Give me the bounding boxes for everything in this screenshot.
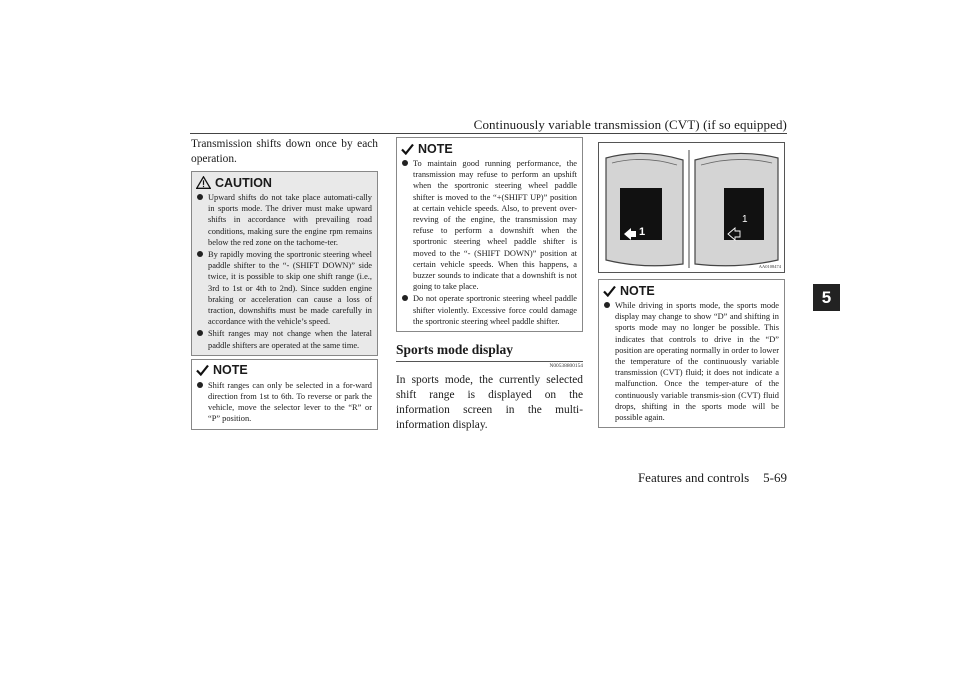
page-number: 5-69 <box>763 470 787 485</box>
note-item: Shift ranges can only be selected in a for-ward direction from 1st to 6th. To reverse or park the vehicle, move the selector lever to the “R” or “P” position. <box>197 380 372 425</box>
note-item: Do not operate sportronic steering wheel paddle shifter violently. Excessive force could damage the sportronic steering wheel paddle shifter. <box>402 293 577 327</box>
section-title: Sports mode display <box>396 342 583 362</box>
header-rule <box>190 133 787 134</box>
note-box <box>191 359 378 430</box>
section-body: In sports mode, the currently selected shift range is displayed on the information screen in the multi-information display. <box>396 374 583 432</box>
bullet-icon <box>402 160 408 166</box>
page-footer <box>638 470 787 486</box>
bullet-icon <box>197 251 203 257</box>
gear-digit-left: 1 <box>639 226 646 238</box>
note-item: To maintain good running performance, the transmission may refuse to perform an upshift when the sportronic steering wheel paddle shifter is moved to the “+(SHIFT UP)” position at certain vehicle speeds. Also, to prevent over-revving of the engine, the transmission may refuse to perform a downshift when the sportronic steering wheel paddle shifter is moved to the “- (SHIFT DOWN)” position at certain vehicle speeds. When this happens, a buzzer sounds to indicate that a downshift is not going to take place. <box>402 158 577 292</box>
caution-title: CAUTION <box>215 175 272 190</box>
instrument-cluster-illustration <box>598 142 785 273</box>
bullet-icon <box>604 302 610 308</box>
note-header <box>599 280 784 299</box>
intro-text: Transmission shifts down once by each operation. <box>191 138 378 165</box>
caution-item: By rapidly moving the sportronic steering wheel paddle shifter to the “- (SHIFT DOWN)” side twice, it is possible to skip one shift range (i.e., 3rd to 1st or 4th to 2nd). Since sudden engine braking or acceleration can cause a loss of traction, downshifts must be made carefully in accordance with the vehicle’s speed. <box>197 249 372 327</box>
column-1 <box>191 137 378 433</box>
bullet-icon <box>197 194 203 200</box>
column-2 <box>396 137 583 433</box>
column-3 <box>598 137 785 431</box>
note-title: NOTE <box>620 283 655 298</box>
checkmark-icon <box>603 285 616 297</box>
note-title: NOTE <box>213 363 248 378</box>
caution-box <box>191 171 378 356</box>
checkmark-icon <box>401 143 414 155</box>
caution-item: Shift ranges may not change when the lateral paddle shifters are operated at the same time. <box>197 328 372 350</box>
note-header <box>192 360 377 379</box>
figure-code: AA0108474 <box>758 264 781 269</box>
caution-header <box>192 172 377 191</box>
footer-section: Features and controls <box>637 470 750 485</box>
section-code: N00538800154 <box>549 363 583 370</box>
note-box <box>396 137 583 332</box>
note-item: While driving in sports mode, the sports mode display may change to show “D” and shifting in sports mode may no longer be possible. This indicates that controls to drive in the “D” position are operating normally in order to lower the temperature of the continuously variable transmission (CVT) fluid; it does not indicate a malfunction. Once the temper-ature of the continuously variable transmis-sion (CVT) fluid drops, shifting in the sports mode will be possible again. <box>604 300 779 423</box>
chapter-tab: 5 <box>813 284 840 311</box>
note-title: NOTE <box>418 141 453 156</box>
bullet-icon <box>402 295 408 301</box>
warning-triangle-icon <box>196 176 211 189</box>
note-header <box>397 138 582 157</box>
caution-item: Upward shifts do not take place automati-cally in sports mode. The driver must make upward shifts in accordance with prevailing road conditions, making sure the engine rpm remains below the red zone on the tachome-ter. <box>197 192 372 248</box>
gear-digit-right: 1 <box>742 214 748 225</box>
bullet-icon <box>197 330 203 336</box>
page-header-title: Continuously variable transmission (CVT) (if so equipped) <box>473 117 787 132</box>
checkmark-icon <box>196 364 209 376</box>
note-box <box>598 279 785 428</box>
bullet-icon <box>197 382 203 388</box>
instrument-cluster-figure <box>598 142 785 273</box>
